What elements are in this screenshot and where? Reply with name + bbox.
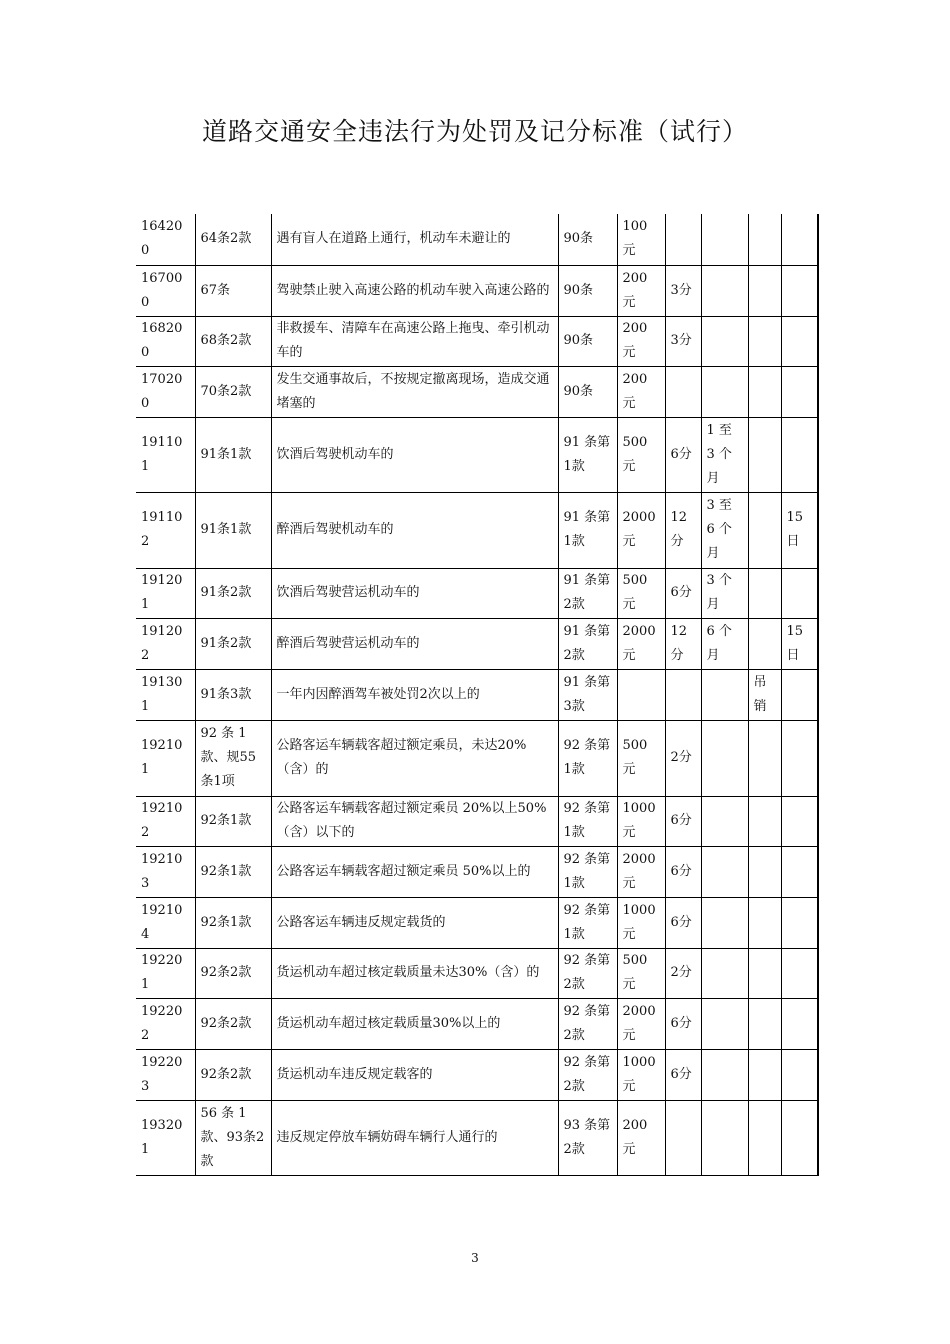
table-row: [136, 998, 818, 1049]
violation-description-cell: 饮酒后驾驶机动车的: [271, 417, 558, 492]
license-suspension-cell: [701, 846, 748, 897]
fine-amount-cell: 2000元: [617, 846, 665, 897]
license-revocation-cell: [748, 366, 781, 417]
demerit-points-cell: 2分: [665, 948, 701, 998]
demerit-points-cell: 6分: [665, 796, 701, 846]
law-article-cell: 67条: [195, 265, 271, 316]
penalty-basis-cell: 92 条第1款: [558, 846, 617, 897]
license-suspension-cell: [701, 366, 748, 417]
penalty-basis-cell: 92 条第2款: [558, 948, 617, 998]
fine-amount-cell: 1000元: [617, 1049, 665, 1100]
license-revocation-cell: [748, 618, 781, 669]
license-revocation-cell: [748, 1100, 781, 1175]
violation-description-cell: 货运机动车违反规定载客的: [271, 1049, 558, 1100]
violation-description-cell: 遇有盲人在道路上通行，机动车未避让的: [271, 214, 558, 265]
violation-description-cell: 发生交通事故后，不按规定撤离现场，造成交通堵塞的: [271, 366, 558, 417]
license-revocation-cell: [748, 720, 781, 796]
law-article-cell: 92条2款: [195, 1049, 271, 1100]
table-row: [136, 492, 818, 568]
table-row: [136, 897, 818, 948]
table-row: [136, 1100, 818, 1175]
license-revocation-cell: [748, 1049, 781, 1100]
violation-description-cell: 一年内因醉酒驾车被处罚2次以上的: [271, 669, 558, 720]
table-row: [136, 366, 818, 417]
violation-code-cell: 191101: [136, 417, 195, 492]
demerit-points-cell: 2分: [665, 720, 701, 796]
demerit-points-cell: [665, 214, 701, 265]
fine-amount-cell: 500元: [617, 720, 665, 796]
detention-cell: [781, 897, 818, 948]
law-article-cell: 64条2款: [195, 214, 271, 265]
license-suspension-cell: [701, 1049, 748, 1100]
violation-code-cell: 192201: [136, 948, 195, 998]
license-suspension-cell: 3 个月: [701, 568, 748, 618]
demerit-points-cell: 3分: [665, 316, 701, 366]
license-revocation-cell: [748, 214, 781, 265]
license-suspension-cell: 6 个月: [701, 618, 748, 669]
license-revocation-cell: [748, 417, 781, 492]
penalty-basis-cell: 90条: [558, 265, 617, 316]
violation-description-cell: 醉酒后驾驶营运机动车的: [271, 618, 558, 669]
violation-description-cell: 饮酒后驾驶营运机动车的: [271, 568, 558, 618]
license-revocation-cell: [748, 492, 781, 568]
fine-amount-cell: 200元: [617, 316, 665, 366]
license-revocation-cell: [748, 796, 781, 846]
license-suspension-cell: 1 至 3 个月: [701, 417, 748, 492]
table-row: [136, 948, 818, 998]
demerit-points-cell: 6分: [665, 1049, 701, 1100]
detention-cell: [781, 796, 818, 846]
demerit-points-cell: [665, 366, 701, 417]
law-article-cell: 91条2款: [195, 618, 271, 669]
license-suspension-cell: 3 至 6 个月: [701, 492, 748, 568]
table-row: [136, 265, 818, 316]
violation-code-cell: 167000: [136, 265, 195, 316]
demerit-points-cell: [665, 1100, 701, 1175]
demerit-points-cell: [665, 669, 701, 720]
penalty-basis-cell: 90条: [558, 366, 617, 417]
violation-code-cell: 192102: [136, 796, 195, 846]
violation-code-cell: 191102: [136, 492, 195, 568]
penalty-basis-cell: 93 条第2款: [558, 1100, 617, 1175]
table-row: [136, 618, 818, 669]
detention-cell: [781, 1100, 818, 1175]
table-row: [136, 846, 818, 897]
detention-cell: [781, 417, 818, 492]
demerit-points-cell: 12分: [665, 492, 701, 568]
table-row: [136, 1049, 818, 1100]
violation-code-cell: 192203: [136, 1049, 195, 1100]
fine-amount-cell: 100元: [617, 214, 665, 265]
violation-description-cell: 货运机动车超过核定载质量30%以上的: [271, 998, 558, 1049]
table-row: [136, 316, 818, 366]
violation-code-cell: 193201: [136, 1100, 195, 1175]
license-suspension-cell: [701, 720, 748, 796]
fine-amount-cell: 1000元: [617, 897, 665, 948]
table-row: [136, 568, 818, 618]
table-row: [136, 214, 818, 265]
detention-cell: 15日: [781, 492, 818, 568]
license-suspension-cell: [701, 897, 748, 948]
violation-description-cell: 货运机动车超过核定载质量未达30%（含）的: [271, 948, 558, 998]
license-revocation-cell: [748, 568, 781, 618]
penalty-basis-cell: 91 条第3款: [558, 669, 617, 720]
license-suspension-cell: [701, 948, 748, 998]
detention-cell: [781, 948, 818, 998]
violation-code-cell: 192101: [136, 720, 195, 796]
law-article-cell: 92条2款: [195, 948, 271, 998]
violation-code-cell: 192202: [136, 998, 195, 1049]
law-article-cell: 91条3款: [195, 669, 271, 720]
license-revocation-cell: [748, 998, 781, 1049]
detention-cell: [781, 1049, 818, 1100]
fine-amount-cell: 200元: [617, 265, 665, 316]
violation-description-cell: 公路客运车辆载客超过额定乘员 20%以上50%（含）以下的: [271, 796, 558, 846]
law-article-cell: 92 条 1 款、规55条1项: [195, 720, 271, 796]
detention-cell: [781, 214, 818, 265]
detention-cell: [781, 720, 818, 796]
violation-description-cell: 驾驶禁止驶入高速公路的机动车驶入高速公路的: [271, 265, 558, 316]
demerit-points-cell: 3分: [665, 265, 701, 316]
fine-amount-cell: 500元: [617, 948, 665, 998]
penalty-basis-cell: 90条: [558, 316, 617, 366]
license-suspension-cell: [701, 1100, 748, 1175]
license-suspension-cell: [701, 669, 748, 720]
violation-code-cell: 192103: [136, 846, 195, 897]
license-suspension-cell: [701, 998, 748, 1049]
penalty-basis-cell: 92 条第1款: [558, 796, 617, 846]
violation-code-cell: 164200: [136, 214, 195, 265]
law-article-cell: 92条1款: [195, 897, 271, 948]
violation-code-cell: 191202: [136, 618, 195, 669]
license-revocation-cell: [748, 846, 781, 897]
law-article-cell: 92条1款: [195, 846, 271, 897]
table-row: [136, 417, 818, 492]
violation-description-cell: 非救援车、清障车在高速公路上拖曳、牵引机动车的: [271, 316, 558, 366]
license-revocation-cell: 吊销: [748, 669, 781, 720]
violation-description-cell: 公路客运车辆违反规定载货的: [271, 897, 558, 948]
demerit-points-cell: 6分: [665, 568, 701, 618]
penalty-basis-cell: 92 条第1款: [558, 720, 617, 796]
penalty-basis-cell: 91 条第1款: [558, 417, 617, 492]
table-row: [136, 669, 818, 720]
demerit-points-cell: 6分: [665, 417, 701, 492]
law-article-cell: 56 条 1 款、93条2款: [195, 1100, 271, 1175]
penalty-basis-cell: 92 条第1款: [558, 897, 617, 948]
law-article-cell: 68条2款: [195, 316, 271, 366]
violation-code-cell: 170200: [136, 366, 195, 417]
penalty-table-body: [136, 214, 818, 1175]
penalty-basis-cell: 91 条第2款: [558, 568, 617, 618]
penalty-basis-cell: 90条: [558, 214, 617, 265]
detention-cell: [781, 265, 818, 316]
violation-code-cell: 191201: [136, 568, 195, 618]
fine-amount-cell: [617, 669, 665, 720]
detention-cell: [781, 366, 818, 417]
demerit-points-cell: 12分: [665, 618, 701, 669]
demerit-points-cell: 6分: [665, 998, 701, 1049]
violation-description-cell: 公路客运车辆载客超过额定乘员 50%以上的: [271, 846, 558, 897]
penalty-table: [136, 214, 819, 1176]
detention-cell: [781, 998, 818, 1049]
law-article-cell: 91条2款: [195, 568, 271, 618]
law-article-cell: 92条1款: [195, 796, 271, 846]
license-revocation-cell: [748, 897, 781, 948]
fine-amount-cell: 1000元: [617, 796, 665, 846]
detention-cell: 15日: [781, 618, 818, 669]
fine-amount-cell: 2000元: [617, 492, 665, 568]
penalty-basis-cell: 91 条第2款: [558, 618, 617, 669]
detention-cell: [781, 316, 818, 366]
license-revocation-cell: [748, 265, 781, 316]
license-suspension-cell: [701, 265, 748, 316]
fine-amount-cell: 2000元: [617, 998, 665, 1049]
law-article-cell: 92条2款: [195, 998, 271, 1049]
detention-cell: [781, 568, 818, 618]
detention-cell: [781, 669, 818, 720]
violation-code-cell: 168200: [136, 316, 195, 366]
law-article-cell: 91条1款: [195, 417, 271, 492]
demerit-points-cell: 6分: [665, 846, 701, 897]
table-row: [136, 720, 818, 796]
detention-cell: [781, 846, 818, 897]
fine-amount-cell: 500元: [617, 417, 665, 492]
license-revocation-cell: [748, 948, 781, 998]
fine-amount-cell: 200元: [617, 366, 665, 417]
violation-description-cell: 公路客运车辆载客超过额定乘员，未达20%（含）的: [271, 720, 558, 796]
penalty-basis-cell: 92 条第2款: [558, 1049, 617, 1100]
license-suspension-cell: [701, 214, 748, 265]
penalty-basis-cell: 92 条第2款: [558, 998, 617, 1049]
law-article-cell: 70条2款: [195, 366, 271, 417]
license-suspension-cell: [701, 316, 748, 366]
violation-code-cell: 191301: [136, 669, 195, 720]
page-number: 3: [471, 1251, 479, 1265]
violation-description-cell: 违反规定停放车辆妨碍车辆行人通行的: [271, 1100, 558, 1175]
license-suspension-cell: [701, 796, 748, 846]
penalty-basis-cell: 91 条第1款: [558, 492, 617, 568]
fine-amount-cell: 500元: [617, 568, 665, 618]
fine-amount-cell: 200元: [617, 1100, 665, 1175]
table-row: [136, 796, 818, 846]
violation-code-cell: 192104: [136, 897, 195, 948]
law-article-cell: 91条1款: [195, 492, 271, 568]
demerit-points-cell: 6分: [665, 897, 701, 948]
violation-description-cell: 醉酒后驾驶机动车的: [271, 492, 558, 568]
fine-amount-cell: 2000元: [617, 618, 665, 669]
page-title: 道路交通安全违法行为处罚及记分标准（试行）: [201, 117, 748, 146]
license-revocation-cell: [748, 316, 781, 366]
